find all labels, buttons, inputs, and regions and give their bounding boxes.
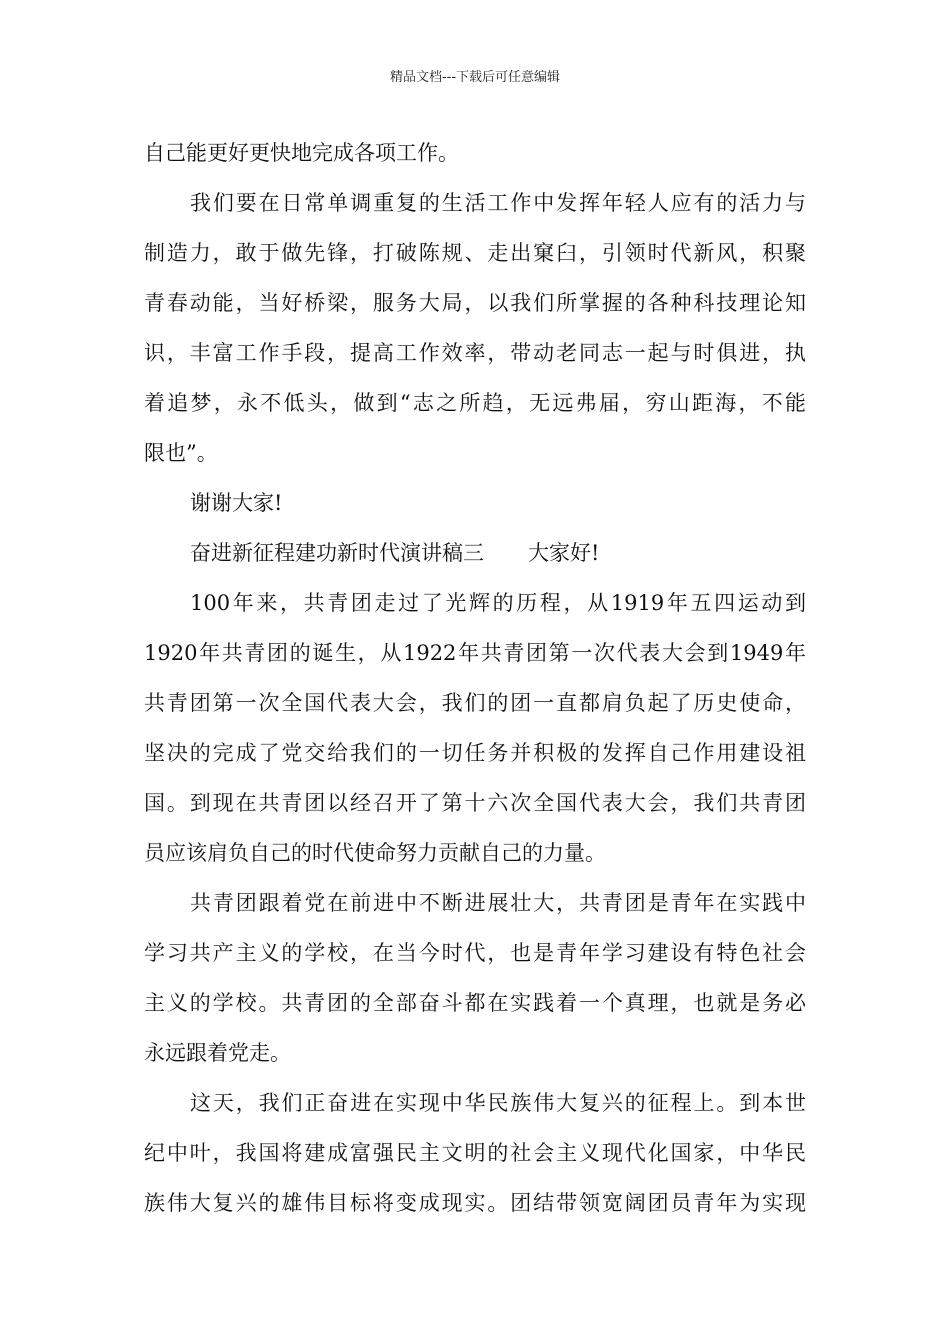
text-line: 谢谢大家! [190, 491, 283, 515]
text-line: 青春动能，当好桥梁，服务大局，以我们所掌握的各种科技理论知 [144, 291, 806, 315]
text-line: 着追梦，永不低头，做到“志之所趋，无远弗届，穷山距海，不能 [144, 391, 806, 415]
text-line: 制造力，敢于做先锋，打破陈规、走出窠臼，引领时代新风，积聚 [144, 241, 806, 265]
text-line: 纪中叶，我国将建成富强民主文明的社会主义现代化国家，中华民 [144, 1141, 806, 1165]
text-line: 自己能更好更快地完成各项工作。 [144, 141, 459, 165]
text-line: 共青团第一次全国代表大会，我们的团一直都肩负起了历史使命， [144, 691, 806, 715]
document-body [144, 128, 806, 1228]
text-line: 这天，我们正奋进在实现中华民族伟大复兴的征程上。到本世 [190, 1091, 806, 1115]
text-line: 国。到现在共青团以经召开了第十六次全国代表大会，我们共青团 [144, 791, 806, 815]
page-header: 精品文档---下载后可任意编辑 [389, 70, 561, 85]
text-line: 永远跟着党走。 [144, 1041, 291, 1065]
text-line: 100年来，共青团走过了光辉的历程，从1919年五四运动到 [190, 591, 806, 615]
text-line: 限也”。 [144, 441, 218, 465]
text-line: 我们要在日常单调重复的生活工作中发挥年轻人应有的活力与 [190, 191, 806, 215]
text-line: 共青团跟着党在前进中不断进展壮大，共青团是青年在实践中 [190, 891, 806, 915]
text-line: 员应该肩负自己的时代使命努力贡献自己的力量。 [144, 841, 606, 865]
speech-title-line [144, 528, 806, 578]
text-line: 族伟大复兴的雄伟目标将变成现实。团结带领宽阔团员青年为实现 [144, 1191, 806, 1215]
text-line: 学习共产主义的学校，在当今时代，也是青年学习建设有特色社会 [144, 941, 806, 965]
text-line: 坚决的完成了党交给我们的一切任务并积极的发挥自己作用建设祖 [144, 741, 806, 765]
speech-title: 奋进新征程建功新时代演讲稿三 [190, 541, 484, 565]
greeting: 大家好! [528, 541, 600, 565]
text-line: 主义的学校。共青团的全部奋斗都在实践着一个真理，也就是务必 [144, 991, 806, 1015]
text-line: 1920年共青团的诞生，从1922年共青团第一次代表大会到1949年 [144, 641, 806, 665]
text-line: 识，丰富工作手段，提高工作效率，带动老同志一起与时俱进，执 [144, 341, 806, 365]
